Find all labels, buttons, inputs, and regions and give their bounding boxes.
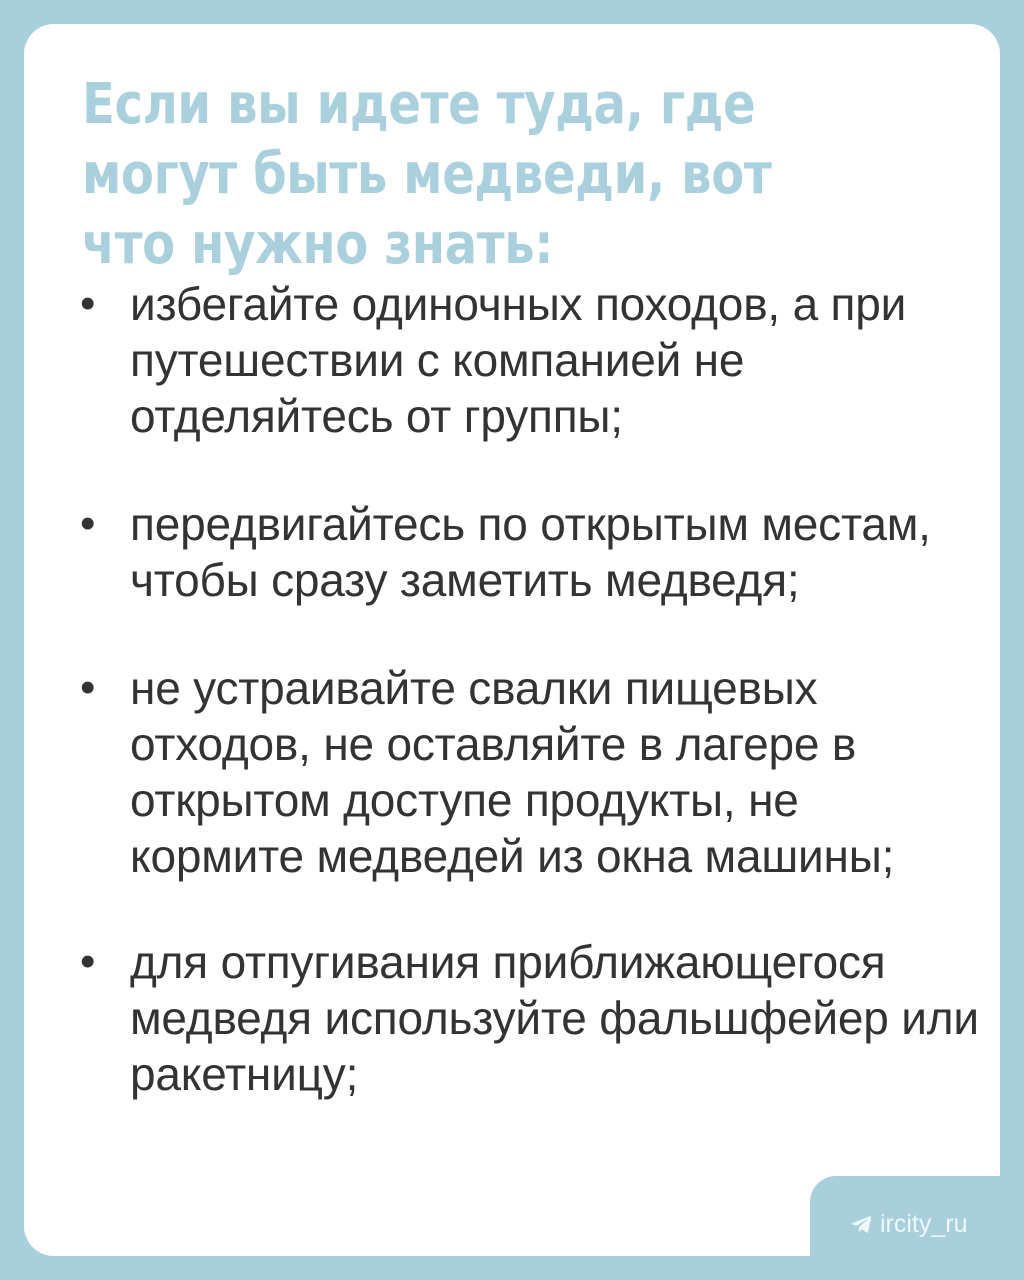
tip-text: не устраивайте свалки пищевых отходов, не оставляйте в лагере в открытом доступе продукты, не кормите медведей из окна машины; (130, 662, 895, 882)
page-title: Если вы идете туда, где могут быть медведи, вот что нужно знать: (82, 72, 772, 277)
watermark-badge (810, 1176, 1024, 1280)
telegram-icon (850, 1213, 872, 1235)
tip-text: для отпугивания приближающегося медведя используйте фальшфейер или ракетницу; (130, 936, 979, 1100)
tip-text: избегайте одиночных походов, а при путешествии с компанией не отделяйтесь от группы; (130, 278, 907, 442)
info-card (24, 24, 1000, 1256)
bullet-marker: • (80, 937, 96, 986)
tip-text: передвигайтесь по открытым местам, чтобы сразу заметить медведя; (130, 498, 931, 606)
tip-item-3 (24, 660, 1000, 884)
watermark-content (850, 1208, 968, 1240)
bullet-marker: • (80, 279, 96, 328)
watermark-handle: ircity_ru (880, 1210, 968, 1238)
tip-item-1 (24, 276, 1000, 444)
tip-item-2 (24, 496, 1000, 608)
tip-item-4 (24, 934, 1000, 1102)
bullet-marker: • (80, 663, 96, 712)
bullet-marker: • (80, 499, 96, 548)
tips-list (24, 276, 1000, 1154)
